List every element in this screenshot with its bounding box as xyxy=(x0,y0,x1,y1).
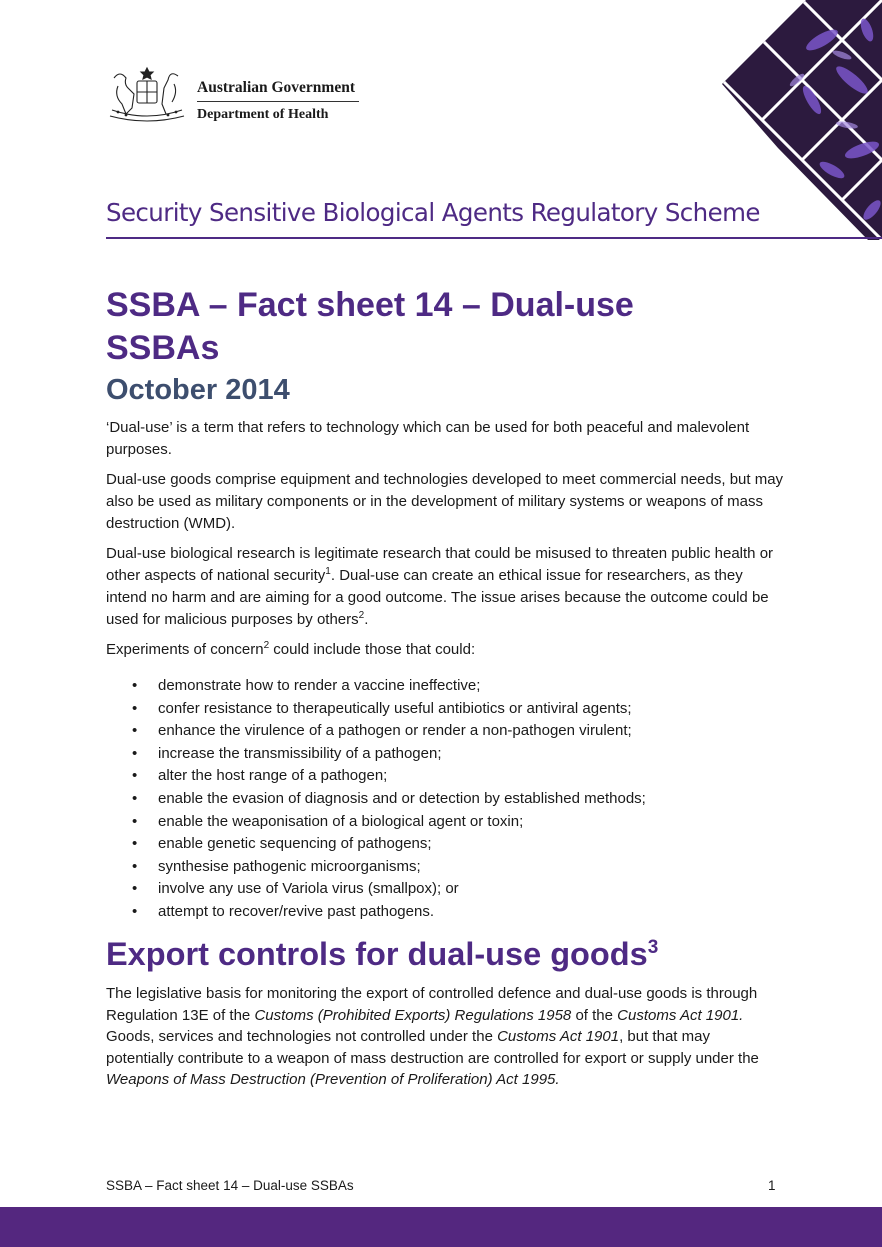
document-date: October 2014 xyxy=(106,374,290,406)
page-title: SSBA – Fact sheet 14 – Dual-use SSBAs xyxy=(106,286,634,367)
list-item: • confer resistance to therapeutically useful antibiotics or antiviral agents; xyxy=(132,699,632,717)
government-identity xyxy=(197,79,359,123)
page-number: 1 xyxy=(768,1178,776,1193)
list-item: • synthesise pathogenic microorganisms; xyxy=(132,857,421,875)
experiments-list xyxy=(106,675,786,924)
paragraph-dual-use-goods: Dual-use goods comprise equipment and technologies developed to meet commercial needs, but may also be used as military components or in the development of military systems or weapons of mass destruction (WMD). xyxy=(106,471,784,532)
header-divider xyxy=(106,237,882,239)
paragraph-export-legislation: The legislative basis for monitoring the export of controlled defence and dual-use goods is through Regulation 13E of the Customs (Prohibited Exports) Regulations 1958 of the Customs Act 1901. Goods, services and technologies not controlled under the Customs Act 1901, but that may potentially contribute to a weapon of mass destruction are controlled for export or supply under the Weapons of Mass Destruction (Prevention of Proliferation) Act 1995. xyxy=(106,985,759,1089)
footnote-ref: 2 xyxy=(263,640,270,651)
list-item: • enable the evasion of diagnosis and or detection by established methods; xyxy=(132,789,646,807)
paragraph-dual-use-research: Dual-use biological research is legitimate research that could be misused to threaten public health or other aspects of national security$^1$. Dual-use can create an ethical issue for researchers, as they intend no harm and are aiming for a good outcome. The issue arises because the outcome could be used for malicious purposes by others$^2$. xyxy=(106,545,774,628)
list-item: • enable genetic sequencing of pathogens; xyxy=(132,835,432,853)
paragraph-definition: ‘Dual-use’ is a term that refers to technology which can be used for both peaceful and malevolent purposes. xyxy=(106,419,750,458)
footer-document-title: SSBA – Fact sheet 14 – Dual-use SSBAs xyxy=(106,1178,354,1193)
paragraph-experiments-of-concern: Experiments of concern$^2$ could include those that could: xyxy=(106,640,476,658)
intro-section xyxy=(106,417,786,932)
list-item: • involve any use of Variola virus (smallpox); or xyxy=(132,880,459,898)
footnote-ref: 3 xyxy=(647,937,659,959)
list-item: • increase the transmissibility of a pathogen; xyxy=(132,744,442,762)
list-item: • attempt to recover/revive past pathogens. xyxy=(132,902,434,920)
section-heading-export-controls: Export controls for dual-use goods$^3$ xyxy=(106,936,659,972)
scheme-title: Security Sensitive Biological Agents Regulatory Scheme xyxy=(106,198,760,227)
coat-of-arms-logo xyxy=(104,64,190,124)
list-item: • enhance the virulence of a pathogen or render a non-pathogen virulent; xyxy=(132,722,632,740)
list-item: • enable the weaponisation of a biological agent or toxin; xyxy=(132,812,524,830)
government-title: Australian Government xyxy=(197,79,359,102)
list-item: • demonstrate how to render a vaccine ineffective; xyxy=(132,677,481,694)
footnote-ref: 1 xyxy=(325,566,331,577)
department-name: Department of Health xyxy=(197,107,329,122)
footnote-ref: 2 xyxy=(358,610,365,621)
list-item: • alter the host range of a pathogen; xyxy=(132,767,388,785)
footer-band xyxy=(0,1207,882,1247)
